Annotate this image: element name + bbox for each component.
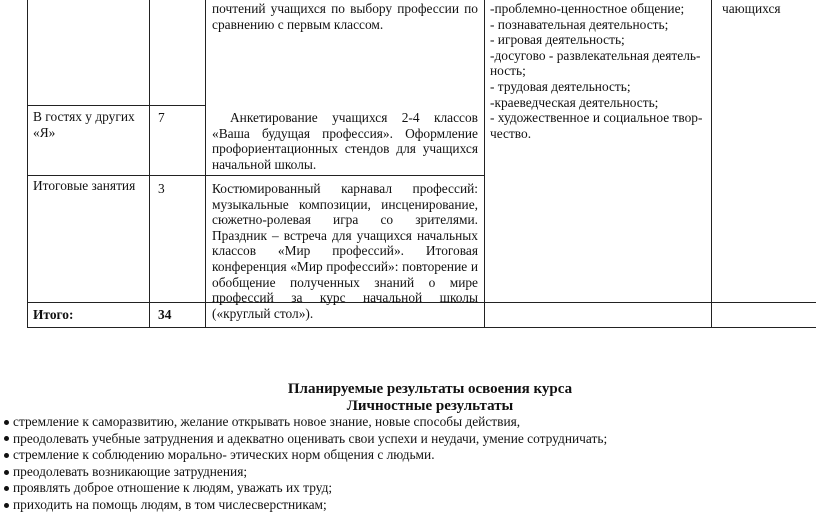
list-item-text: стремление к саморазвитию, желание открывать новое знание, новые способы действия, xyxy=(13,414,521,429)
bullet-icon xyxy=(4,420,9,425)
forms-line: ность; xyxy=(490,63,526,79)
bullet-icon xyxy=(4,470,9,475)
list-item-text: преодолевать учебные затруднения и адекватно оценивать свои успехи и неудачи, умение сотрудничать; xyxy=(13,430,608,446)
table-cell-hours: 3 xyxy=(158,181,165,196)
forms-line: -краеведческая деятельность; xyxy=(490,94,659,110)
list-item xyxy=(2,497,814,514)
table-border xyxy=(27,0,28,328)
forms-line: - познавательная деятельность; xyxy=(490,16,669,32)
list-item xyxy=(2,414,814,431)
table-border xyxy=(205,0,206,328)
forms-line: - трудовая деятельность; xyxy=(490,78,631,94)
section-title: Планируемые результаты освоения курса xyxy=(287,381,573,397)
bullet-icon xyxy=(4,436,9,441)
list-item-text: проявлять доброе отношение к людям, уважать их труд; xyxy=(13,480,333,496)
list-item xyxy=(2,431,814,448)
table-border xyxy=(27,327,816,328)
forms-line: - игровая деятельность; xyxy=(490,32,625,48)
list-item xyxy=(2,464,814,481)
table-cell-hours: 7 xyxy=(158,110,165,125)
bullet-icon xyxy=(4,453,9,458)
list-item xyxy=(2,447,814,464)
table-cell-activity: почтений учащихся по выбору профессии по сравнению с первым классом. xyxy=(212,1,478,32)
table-border xyxy=(484,0,485,328)
results-list xyxy=(2,414,814,514)
list-item-text: приходить на помощь людям, в том числесверстникам; xyxy=(13,496,327,512)
table-cell-topic: Итоговые занятия xyxy=(33,178,136,193)
table-total-hours: 34 xyxy=(158,307,172,322)
forms-line: - художественное и социальное твор- xyxy=(490,110,703,126)
table-cell-activity: Костюмированный карнавал профессий: музыкальные композиции, инсценирование, сюжетно-ролевая игра со зрителями. Праздник – встреча для учащихся начальных классов «Мир профессий». Итоговая конференция «Мир профессий»: повторение и обобщение полученных знаний о мире профессий за курс начальной школы («круглый стол»). xyxy=(212,181,478,321)
table-cell-topic: В гостях у других «Я» xyxy=(33,109,135,140)
table-total-label: Итого: xyxy=(33,307,74,322)
bullet-icon xyxy=(4,486,9,491)
list-item-text: преодолевать возникающие затруднения; xyxy=(13,463,248,479)
table-border xyxy=(149,0,150,328)
table-cell-last: чающихся xyxy=(722,1,781,16)
section-subtitle: Личностные результаты xyxy=(346,398,514,414)
bullet-icon xyxy=(4,503,9,508)
forms-line: -досугово - развлекательная деятель- xyxy=(490,47,701,63)
table-border xyxy=(27,175,484,176)
list-item xyxy=(2,480,814,497)
table-cell-activity: Анкетирование учащихся 2-4 классов «Ваша будущая профессия». Оформление профориентационных стендов для учащихся начальной школы. xyxy=(212,110,478,172)
forms-line: -проблемно-ценностное общение; xyxy=(490,1,685,16)
forms-line: чество. xyxy=(490,125,532,141)
table-border xyxy=(711,0,712,328)
list-item-text: стремление к соблюдению морально- этических норм общения с людьми. xyxy=(13,447,435,463)
table-cell-forms xyxy=(490,1,710,141)
table-border xyxy=(27,105,205,106)
